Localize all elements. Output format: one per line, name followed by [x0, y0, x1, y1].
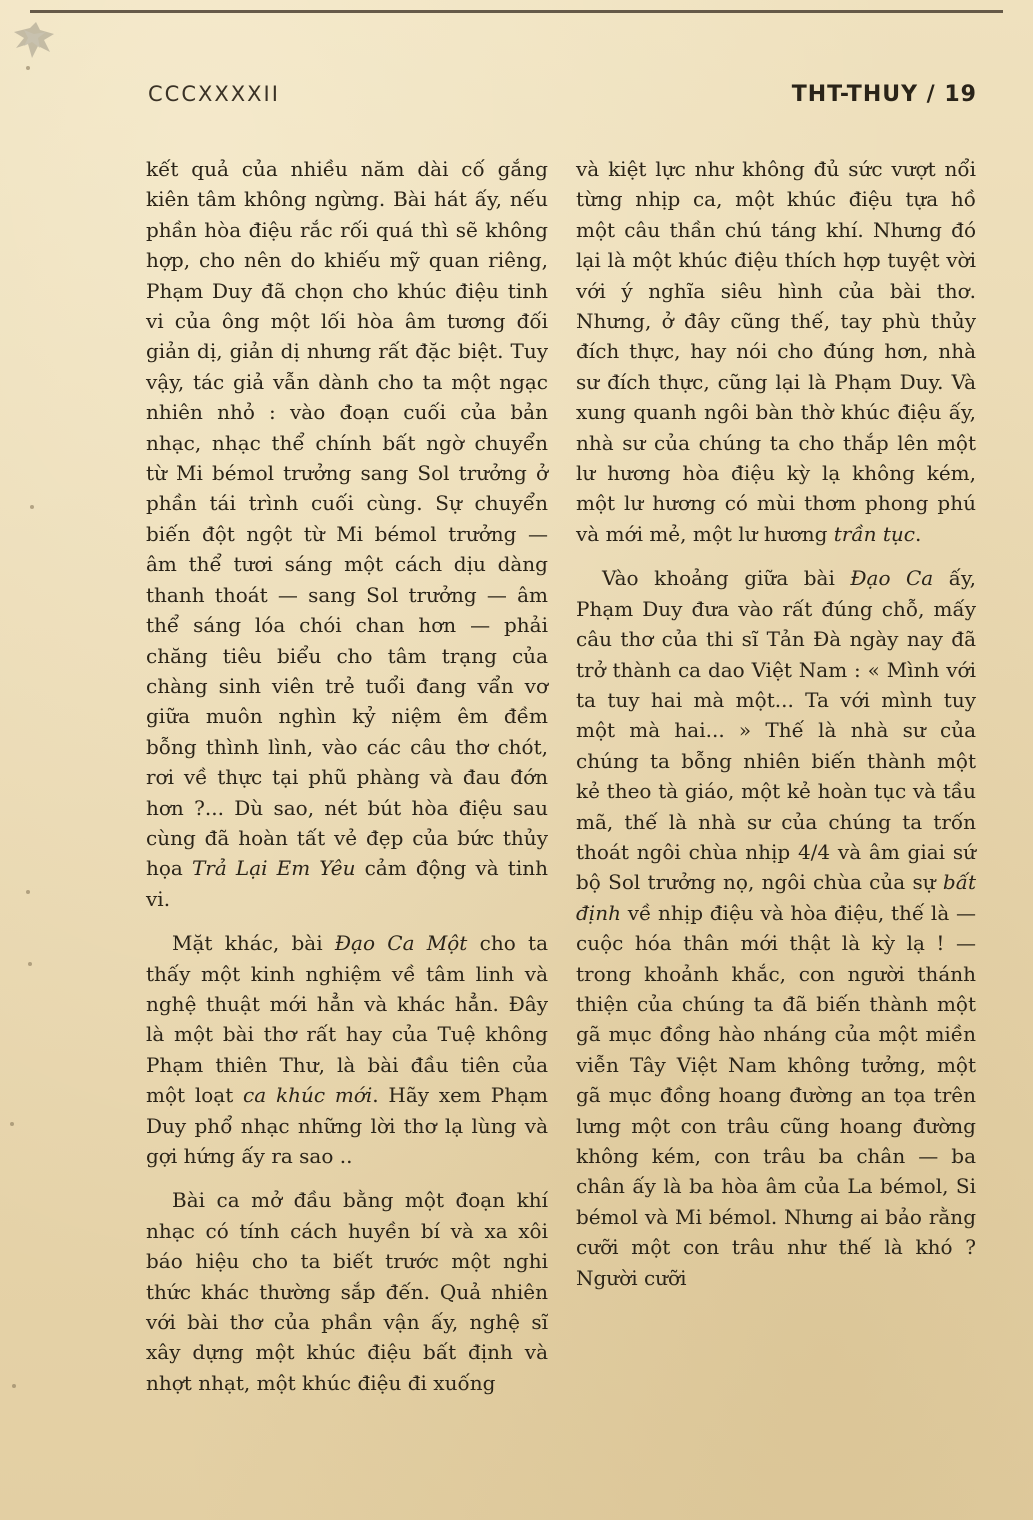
text-run: . — [914, 521, 922, 546]
page-number: THT-THUY / 19 — [791, 82, 977, 107]
series-title: ca khúc mới — [243, 1083, 373, 1108]
paragraph — [146, 928, 548, 1171]
emphasis: bất định — [576, 870, 976, 925]
text-run: . Hãy xem Phạm Duy phổ nhạc những lời thơ lạ lùng và gợi hứng ấy ra sao .. — [146, 1083, 548, 1168]
margin-speck — [12, 1384, 16, 1388]
margin-speck — [28, 962, 32, 966]
text-run: kết quả của nhiều năm dài cố gắng kiên tâm không ngừng. Bài hát ấy, nếu phần hòa điệu rắc rối quá thì sẽ không hợp, cho nên do khiếu mỹ quan riêng, Phạm Duy đã chọn cho khúc điệu tinh vi của ông một lối hòa âm tương đối giản dị, giản dị nhưng rất đặc biệt. Tuy vậy, tác giả vẫn dành cho ta một ngạc nhiên nhỏ : vào đoạn cuối của bản nhạc, nhạc thể chính bất ngờ chuyển từ Mi bémol trưởng sang Sol trưởng ở phần tái trình cuối cùng. Sự chuyển biến đột ngột từ Mi bémol trưởng — âm thể tươi sáng một cách dịu dàng thanh thoát — sang Sol trưởng — âm thể sáng lóa chói chan hơn — phải chăng tiêu biểu cho tâm trạng của chàng sinh viên trẻ tuổi đang vẩn vơ giữa muôn nghìn kỷ niệm êm đềm bỗng thình lình, vào các câu thơ chót, rơi về thực tại phũ phàng và đau đớn hơn ?... Dù sao, nét bút hòa điệu sau cùng đã hoàn tất vẻ đẹp của bức thủy họa — [146, 157, 548, 881]
paragraph — [576, 154, 976, 549]
right-text-column — [576, 154, 976, 1307]
section-numeral: CCCXXXXII — [148, 82, 280, 106]
text-run: cảm động và tinh vi. — [146, 856, 549, 911]
text-run: Vào khoảng giữa bài — [602, 566, 851, 591]
margin-speck — [26, 890, 30, 894]
text-run: về nhịp điệu và hòa điệu, thế là — cuộc hóa thân mới thật là kỳ lạ ! — trong khoảnh khắc, con người thánh thiện của chúng ta đã biến thành một gã mục đồng hào nháng của một miền viễn Tây Việt Nam không tưởng, một gã mục đồng hoang đường an tọa trên lưng một con trâu cũng hoang đường không kém, con trâu ba chân — ba chân ấy là ba hòa âm của La bémol, Si bémol và Mi bémol. Nhưng ai bảo rằng cưỡi một con trâu như thế là khó ? Người cưỡi — [576, 900, 976, 1290]
corner-smudge-mark — [10, 18, 58, 64]
emphasis: trần tục — [833, 521, 915, 546]
text-run: và kiệt lực như không đủ sức vượt nổi từng nhịp ca, một khúc điệu tựa hồ một câu thần chú táng khí. Nhưng đó lại là một khúc điệu thích hợp tuyệt vời với ý nghĩa siêu hình của bài thơ. Nhưng, ở đây cũng thế, tay phù thủy đích thực, hay nói cho đúng hơn, nhà sư đích thực, cũng lại là Phạm Duy. Và xung quanh ngôi bàn thờ khúc điệu ấy, nhà sư của chúng ta cho thắp lên một lư hương hòa điệu kỳ lạ không kém, một lư hương có mùi thơm phong phú và mới mẻ, một lư hương — [576, 157, 976, 546]
text-run: Mặt khác, bài — [172, 931, 335, 956]
paragraph — [146, 154, 548, 914]
song-title: Đạo Ca — [850, 566, 934, 591]
margin-speck — [30, 505, 34, 509]
song-title: Trả Lại Em Yêu — [191, 856, 356, 881]
text-run: cho ta thấy một kinh nghiệm về tâm linh và nghệ thuật mới hẳn và khác hẳn. Đây là một bài thơ rất hay của Tuệ không Phạm thiên Thư, là bài đầu tiên của một loạt — [146, 931, 548, 1108]
margin-speck — [26, 66, 30, 70]
song-title: Đạo Ca Một — [334, 931, 468, 956]
margin-speck — [10, 1122, 14, 1126]
text-run: ấy, Phạm Duy đưa vào rất đúng chỗ, mấy câu thơ của thi sĩ Tản Đà ngày nay đã trở thành ca dao Việt Nam : « Mình với ta tuy hai mà một... Ta với mình tuy một mà hai... » Thế là nhà sư của chúng ta bỗng nhiên biến thành một kẻ theo tà giáo, một kẻ hoàn tục và tầu mã, thế là nhà sư của chúng ta trốn thoát ngôi chùa nhịp 4/4 và âm giai sứ bộ Sol trưởng nọ, ngôi chùa của sự — [576, 566, 976, 895]
running-header — [148, 82, 977, 114]
text-run: Bài ca mở đầu bằng một đoạn khí nhạc có tính cách huyền bí và xa xôi báo hiệu cho ta biết trước một nghi thức khác thường sắp đến. Quả nhiên với bài thơ của phần vận ấy, nghệ sĩ xây dựng một khúc điệu bất định và nhợt nhạt, một khúc điệu đi xuống — [146, 1188, 548, 1395]
paragraph — [576, 563, 976, 1293]
paragraph — [146, 1185, 548, 1398]
top-border-rule — [30, 10, 1003, 13]
left-text-column — [146, 154, 548, 1412]
